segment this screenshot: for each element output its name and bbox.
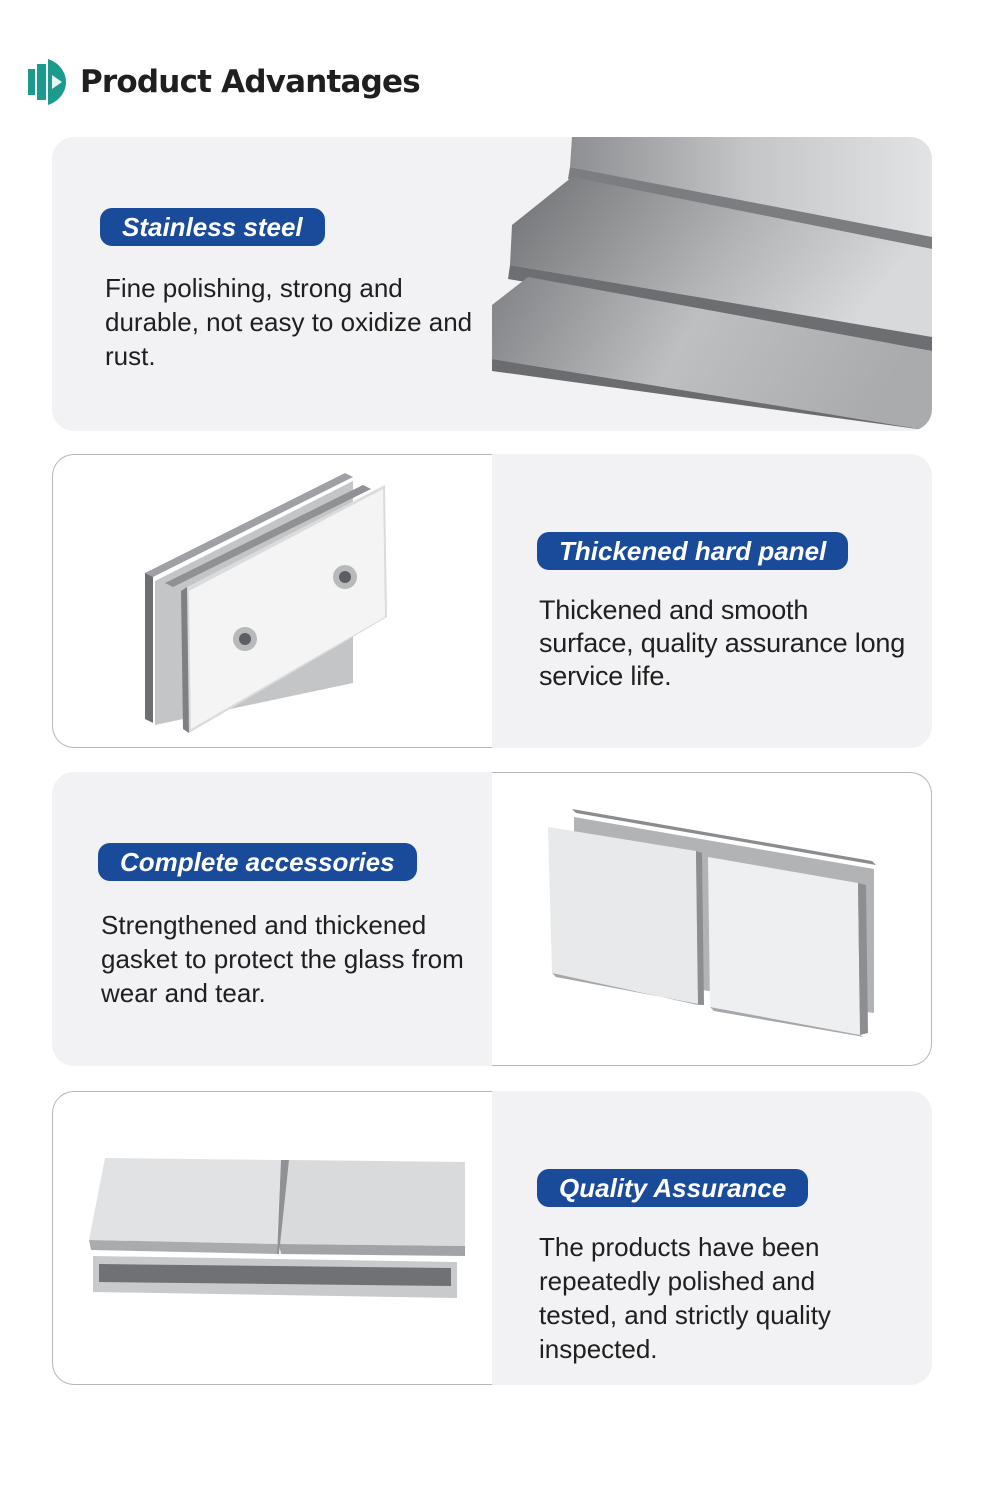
card-text-panel — [52, 772, 492, 1066]
feature-badge: Complete accessories — [98, 843, 417, 881]
feature-description: Strengthened and thickened gasket to protect the glass from wear and tear. — [101, 910, 464, 1008]
section-header — [28, 58, 420, 106]
glass-clamp-panel-image — [52, 454, 492, 748]
double-glass-clamp-image — [492, 772, 932, 1066]
advantage-card-accessories — [52, 772, 932, 1066]
feature-badge: Quality Assurance — [537, 1169, 808, 1207]
card-text-panel — [492, 1091, 932, 1385]
stainless-steel-image — [492, 137, 932, 431]
feature-description: The products have been repeatedly polished and tested, and strictly quality inspected. — [539, 1232, 831, 1364]
card-text-panel — [52, 137, 492, 431]
feature-description: Thickened and smooth surface, quality assurance long service life. — [539, 595, 906, 691]
feature-badge: Stainless steel — [100, 208, 325, 246]
advantage-card-quality — [52, 1091, 932, 1385]
advantage-card-stainless — [52, 137, 932, 431]
page-title: Product Advantages — [80, 64, 420, 100]
brand-mark-icon — [28, 59, 68, 105]
card-text-panel — [492, 454, 932, 748]
feature-badge: Thickened hard panel — [537, 532, 848, 570]
advantage-card-panel — [52, 454, 932, 748]
glass-clamp-side-image — [52, 1091, 492, 1385]
feature-description: Fine polishing, strong and durable, not easy to oxidize and rust. — [105, 273, 473, 371]
